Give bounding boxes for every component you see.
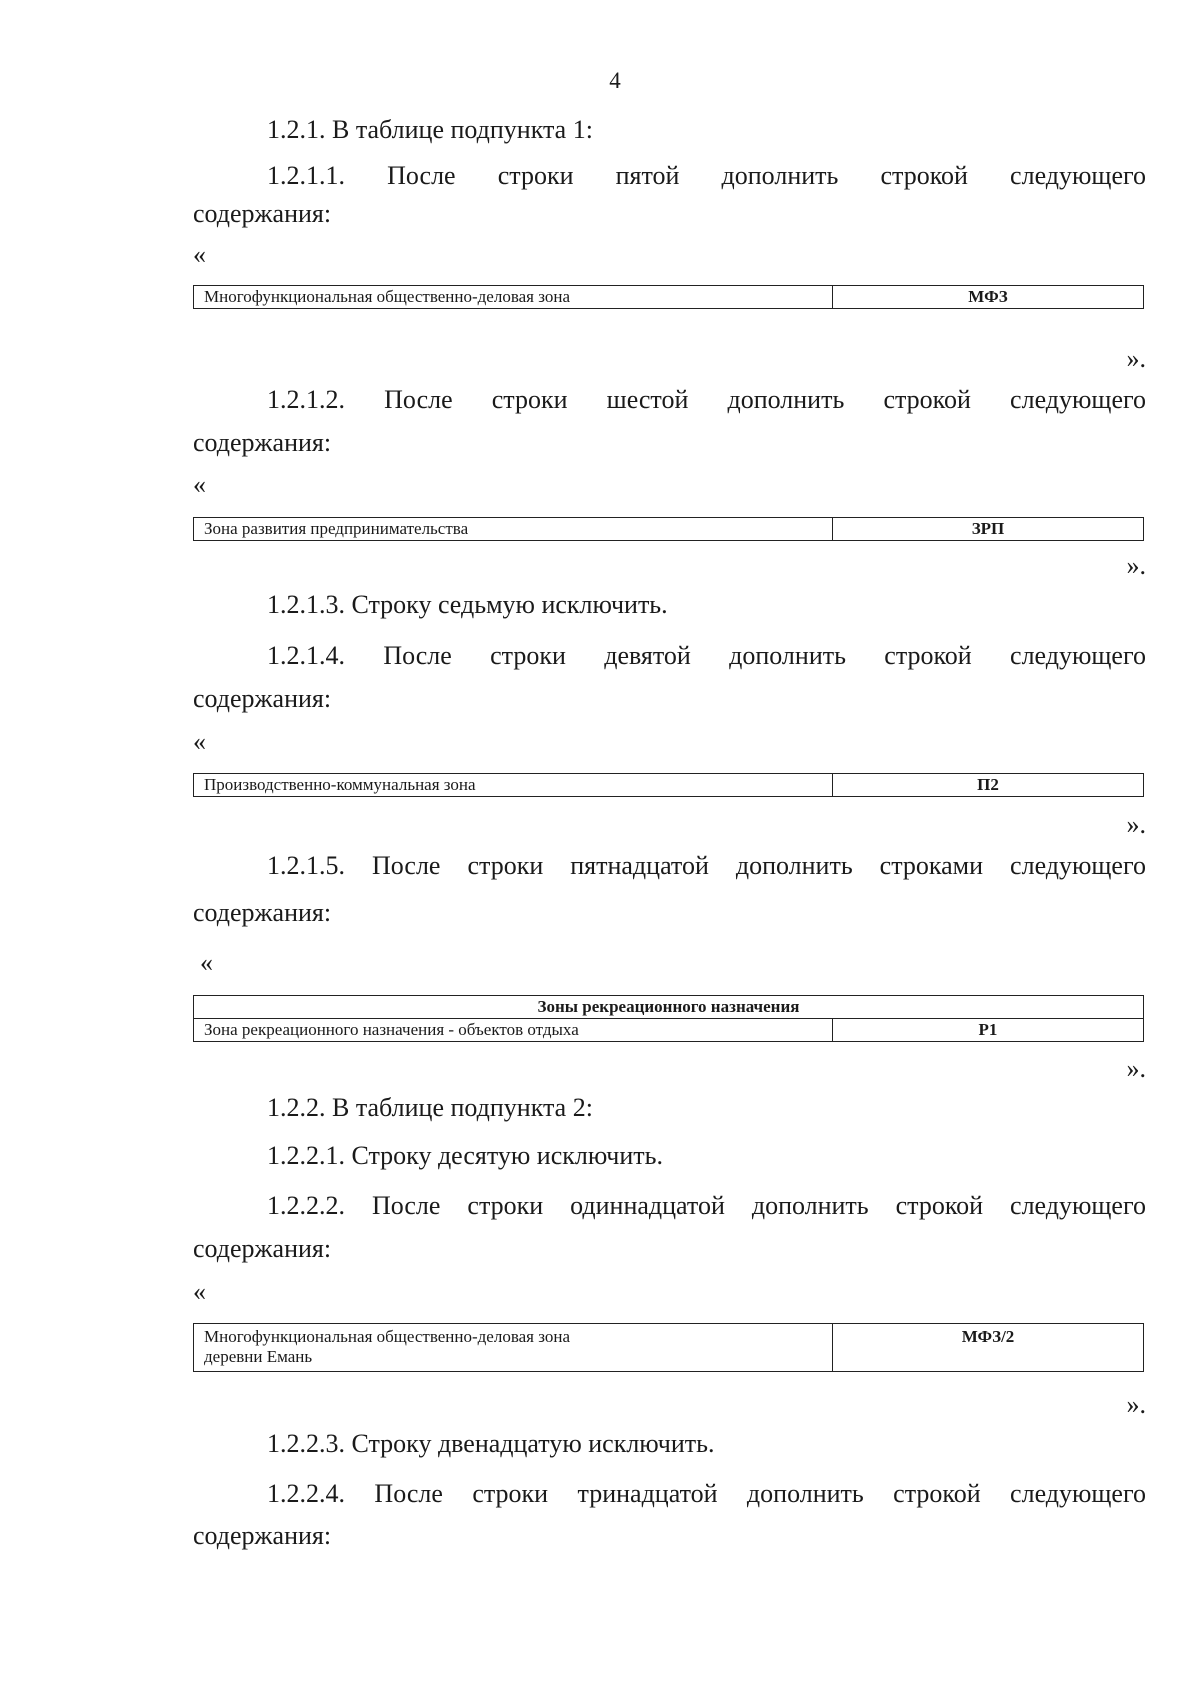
table-zrp (193, 517, 1144, 541)
zone-code-cell: П2 (833, 774, 1144, 797)
opening-quote: « (193, 240, 206, 269)
paragraph-1-2-2-2: 1.2.2.2. После строки одиннадцатой дополнить строкой следующего (267, 1191, 1146, 1220)
paragraph-continuation: содержания: (193, 199, 332, 228)
table-mfz (193, 285, 1144, 309)
zone-name-cell: Многофункциональная общественно-деловая зона (194, 286, 833, 309)
opening-quote: « (200, 948, 213, 977)
paragraph-1-2-1: 1.2.1. В таблице подпункта 1: (267, 115, 593, 144)
zone-group-header: Зоны рекреационного назначения (194, 996, 1144, 1019)
closing-quote: ». (1126, 551, 1146, 580)
paragraph-1-2-1-1: 1.2.1.1. После строки пятой дополнить строкой следующего (267, 161, 1146, 190)
paragraph-1-2-2-3: 1.2.2.3. Строку двенадцатую исключить. (267, 1429, 715, 1458)
zone-name-line-2: деревни Емань (204, 1347, 313, 1366)
zone-code-cell: ЗРП (833, 518, 1144, 541)
paragraph-1-2-2-4: 1.2.2.4. После строки тринадцатой дополнить строкой следующего (267, 1479, 1146, 1508)
paragraph-continuation: содержания: (193, 898, 332, 927)
opening-quote: « (193, 727, 206, 756)
table-row (194, 286, 1144, 309)
zone-name-cell (194, 1324, 833, 1372)
table-recreation (193, 995, 1144, 1042)
table-row (194, 774, 1144, 797)
paragraph-1-2-1-5: 1.2.1.5. После строки пятнадцатой дополнить строками следующего (267, 851, 1146, 880)
zone-code-cell: МФЗ/2 (833, 1324, 1144, 1372)
table-row (194, 1324, 1144, 1372)
closing-quote: ». (1126, 1390, 1146, 1419)
table-mfz2 (193, 1323, 1144, 1372)
paragraph-1-2-2-1: 1.2.2.1. Строку десятую исключить. (267, 1141, 664, 1170)
zone-name-cell: Зона развития предпринимательства (194, 518, 833, 541)
closing-quote: ». (1126, 344, 1146, 373)
paragraph-1-2-1-2: 1.2.1.2. После строки шестой дополнить строкой следующего (267, 385, 1146, 414)
table-header-row (194, 996, 1144, 1019)
closing-quote: ». (1126, 1054, 1146, 1083)
paragraph-1-2-1-4: 1.2.1.4. После строки девятой дополнить строкой следующего (267, 641, 1146, 670)
page-number: 4 (609, 68, 621, 93)
paragraph-continuation: содержания: (193, 684, 332, 713)
opening-quote: « (193, 470, 206, 499)
zone-name-cell: Зона рекреационного назначения - объектов отдыха (194, 1019, 833, 1042)
table-row (194, 518, 1144, 541)
zone-code-cell: Р1 (833, 1019, 1144, 1042)
table-p2 (193, 773, 1144, 797)
paragraph-continuation: содержания: (193, 428, 332, 457)
paragraph-continuation: содержания: (193, 1521, 332, 1550)
paragraph-1-2-2: 1.2.2. В таблице подпункта 2: (267, 1093, 593, 1122)
paragraph-1-2-1-3: 1.2.1.3. Строку седьмую исключить. (267, 590, 668, 619)
table-row (194, 1019, 1144, 1042)
zone-name-cell: Производственно-коммунальная зона (194, 774, 833, 797)
paragraph-continuation: содержания: (193, 1234, 332, 1263)
zone-code-cell: МФЗ (833, 286, 1144, 309)
opening-quote: « (193, 1277, 206, 1306)
zone-name-line-1: Многофункциональная общественно-деловая зона (204, 1327, 571, 1346)
closing-quote: ». (1126, 810, 1146, 839)
